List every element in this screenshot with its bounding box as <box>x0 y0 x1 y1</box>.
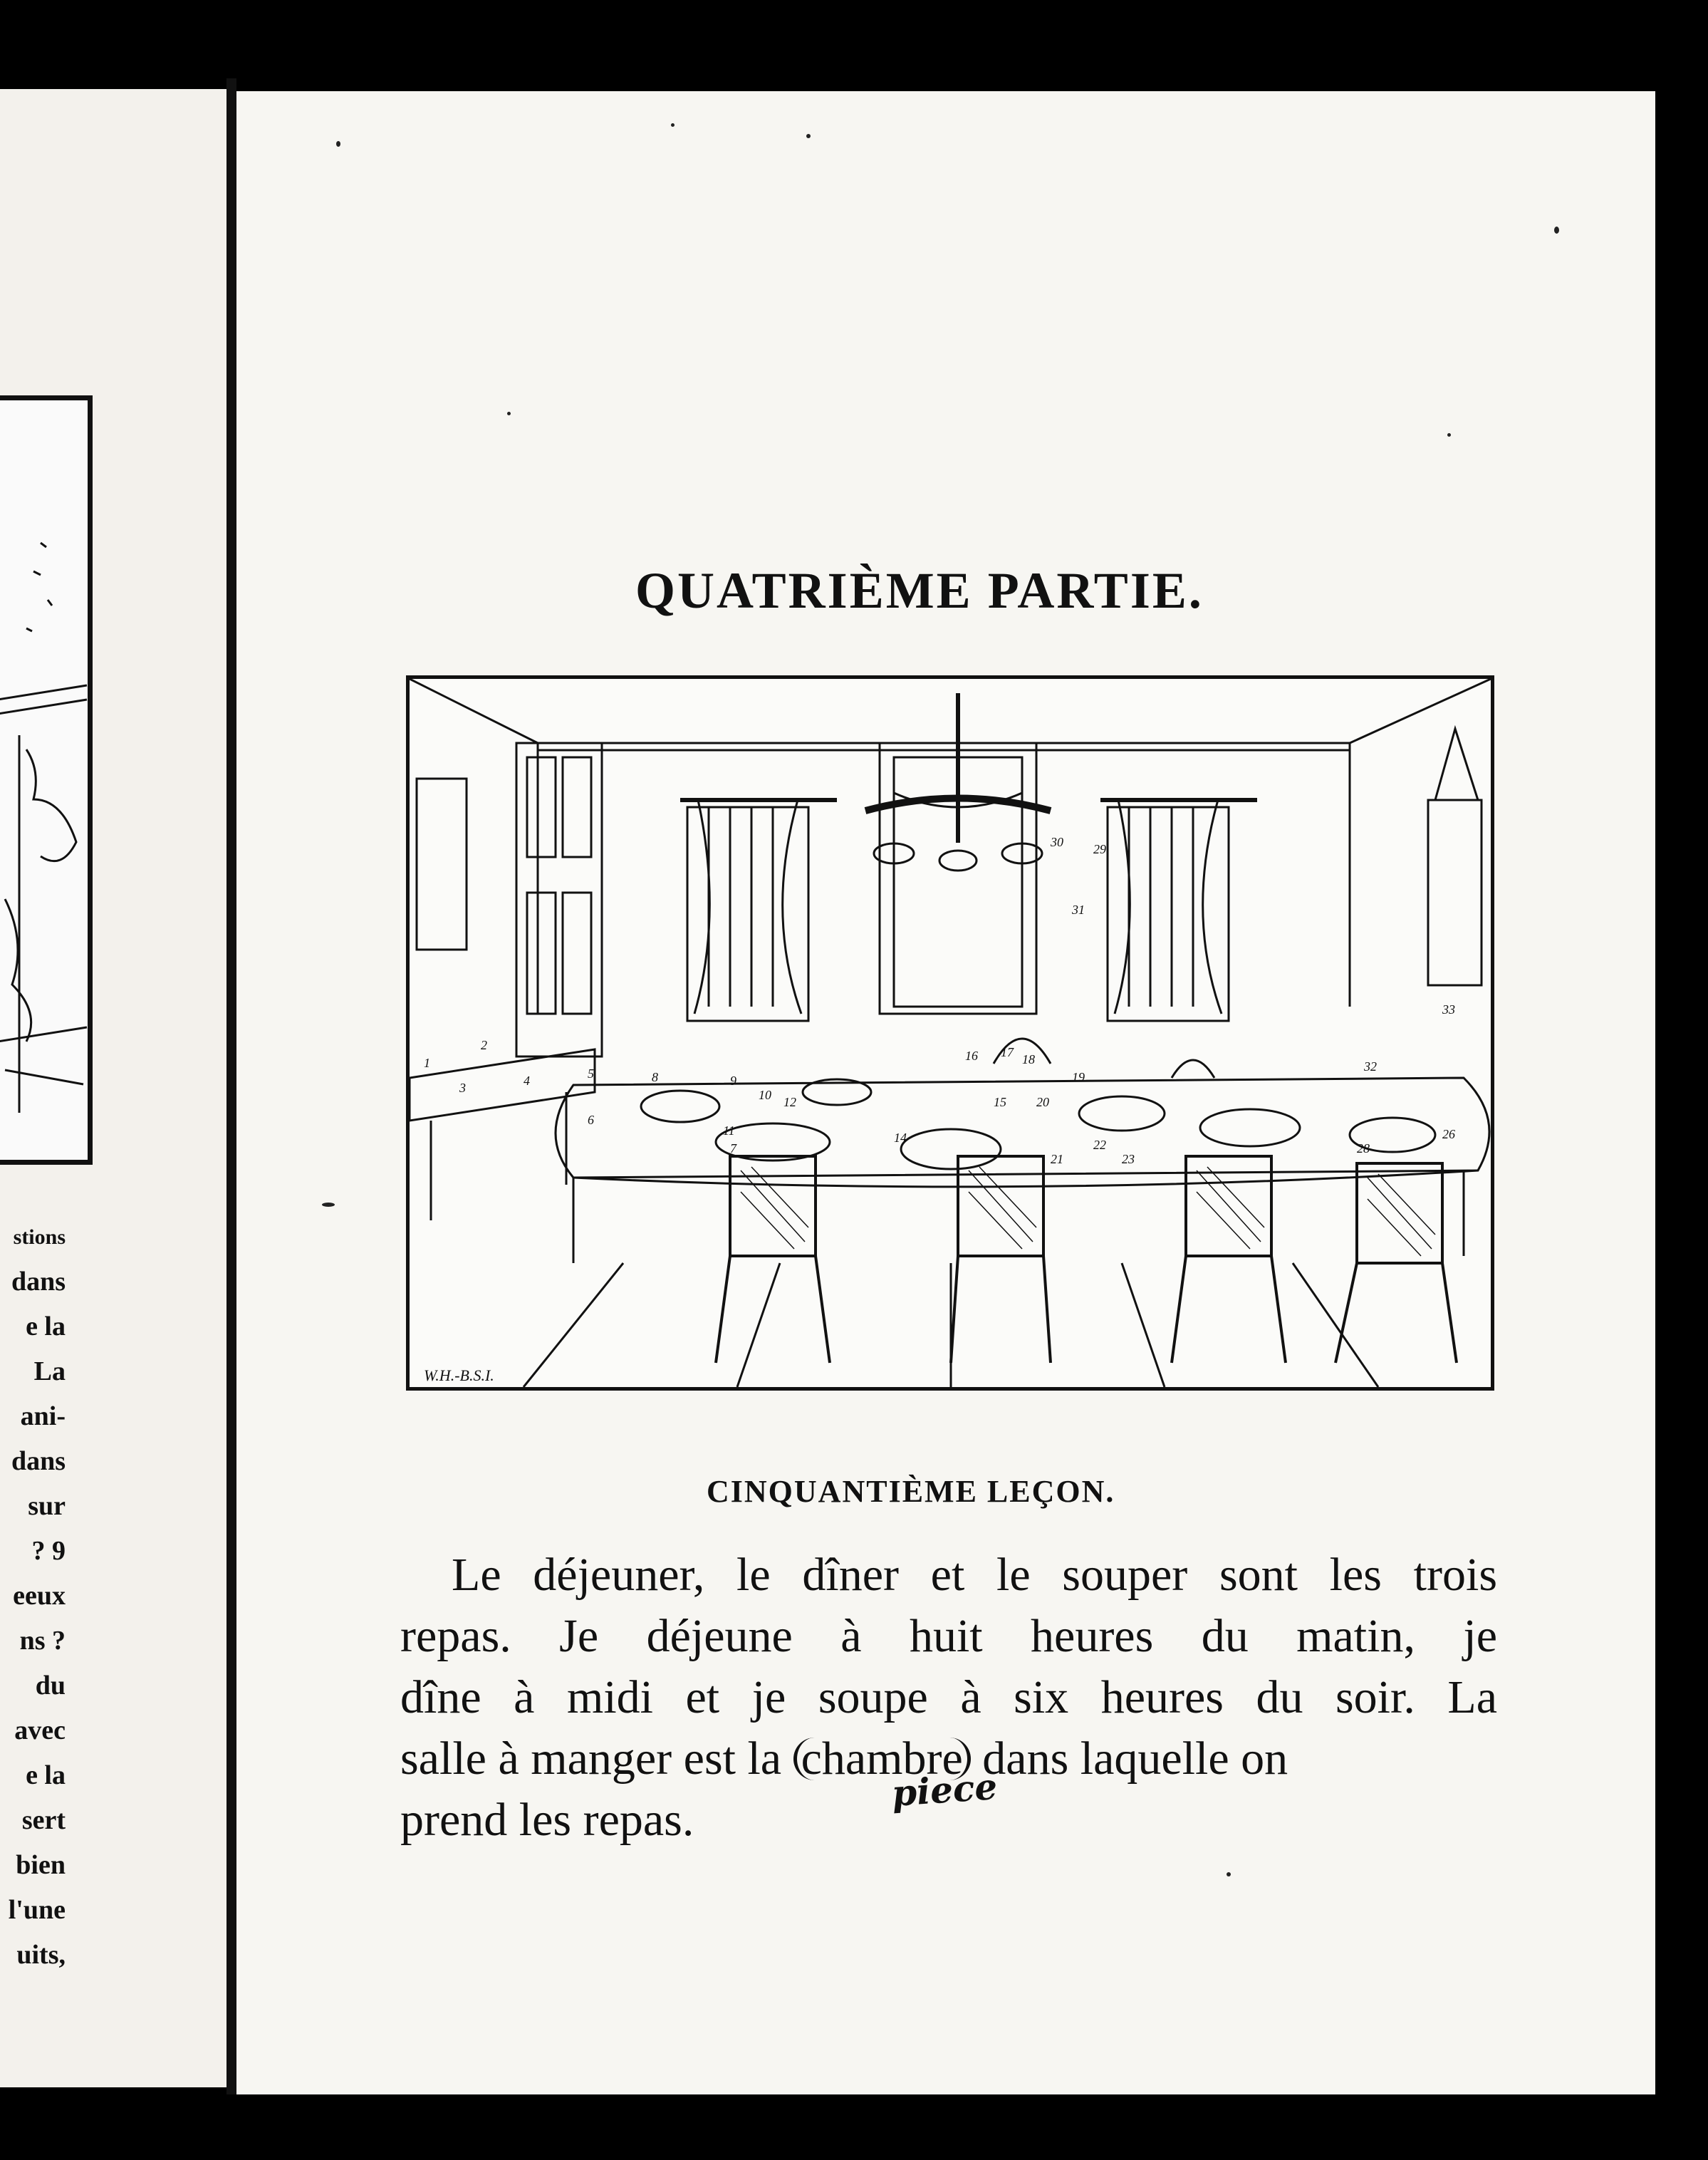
left-page-fragment <box>0 89 226 2087</box>
handwritten-correction: piece <box>890 1765 999 1815</box>
illustration-signature: W.H.-B.S.I. <box>424 1366 494 1384</box>
illustration-number: 7 <box>730 1141 736 1156</box>
paper-speck <box>1447 433 1451 437</box>
illustration-number: 2 <box>481 1038 487 1052</box>
body-line-segment: salle à manger est la <box>400 1733 782 1785</box>
left-fragment: e la <box>26 1760 66 1790</box>
body-line: repas. Je déjeune à huit heures du matin, je <box>400 1610 1497 1662</box>
illustration-number: 10 <box>759 1088 771 1102</box>
illustration-number: 6 <box>588 1113 594 1127</box>
paper-speck <box>336 141 340 147</box>
dining-room-illustration <box>406 675 1494 1391</box>
illustration-number: 31 <box>1072 903 1085 917</box>
illustration-number: 11 <box>723 1123 735 1138</box>
illustration-number: 4 <box>524 1074 530 1088</box>
paper-speck <box>671 123 675 127</box>
left-illustration-drawing <box>0 400 90 1163</box>
illustration-number: 14 <box>894 1131 907 1145</box>
illustration-number: 33 <box>1442 1002 1455 1017</box>
illustration-number: 8 <box>652 1070 658 1084</box>
right-page <box>236 91 1655 2094</box>
paper-speck <box>322 1203 335 1207</box>
dining-room-drawing <box>410 679 1491 1387</box>
paper-speck <box>806 134 811 138</box>
left-fragment: dans <box>11 1446 66 1476</box>
left-fragment: ani- <box>20 1401 66 1431</box>
illustration-number: 20 <box>1036 1095 1049 1109</box>
left-fragment: bien <box>16 1850 66 1880</box>
left-fragment: e la <box>26 1312 66 1341</box>
body-line-segment: dans laquelle on <box>982 1733 1288 1785</box>
illustration-number: 16 <box>965 1049 978 1063</box>
illustration-number: 3 <box>459 1081 466 1095</box>
illustration-number: 9 <box>730 1074 736 1088</box>
book-gutter <box>226 78 236 2094</box>
left-fragment: du <box>35 1671 66 1701</box>
left-fragment: uits, <box>16 1940 66 1970</box>
left-fragment: eeux <box>13 1581 66 1611</box>
illustration-number: 1 <box>424 1056 430 1070</box>
left-fragment: ? 9 <box>31 1536 66 1566</box>
left-page-illustration <box>0 395 93 1165</box>
illustration-number: 32 <box>1364 1059 1377 1074</box>
illustration-number: 29 <box>1093 842 1106 856</box>
body-line: dîne à midi et je soupe à six heures du soir. La <box>400 1671 1497 1723</box>
illustration-number: 12 <box>783 1095 796 1109</box>
circled-word: chambre <box>793 1738 971 1780</box>
illustration-number: 19 <box>1072 1070 1085 1084</box>
illustration-number: 15 <box>994 1095 1006 1109</box>
illustration-number: 5 <box>588 1066 594 1081</box>
illustration-number: 23 <box>1122 1152 1135 1166</box>
paper-speck <box>1554 227 1559 234</box>
illustration-number: 21 <box>1051 1152 1063 1166</box>
left-fragment: stions <box>13 1225 66 1249</box>
left-fragment: avec <box>14 1715 66 1745</box>
page-heading: QUATRIÈME PARTIE. <box>635 562 1204 619</box>
left-page-text-fragments <box>0 1215 66 1978</box>
body-line: prend les repas. <box>400 1794 694 1846</box>
left-fragment: dans <box>11 1267 66 1297</box>
illustration-number: 26 <box>1442 1127 1455 1141</box>
paper-speck <box>1227 1872 1231 1876</box>
left-fragment: l'une <box>8 1895 66 1925</box>
left-fragment: ns ? <box>19 1626 66 1656</box>
left-fragment: sert <box>21 1805 66 1835</box>
lesson-title: CINQUANTIÈME LEÇON. <box>707 1474 1115 1509</box>
left-fragment: sur <box>28 1491 66 1521</box>
paper-speck <box>507 412 511 415</box>
illustration-number: 22 <box>1093 1138 1106 1152</box>
left-fragment: La <box>33 1356 66 1386</box>
illustration-number: 30 <box>1051 835 1063 849</box>
illustration-number: 17 <box>1001 1045 1014 1059</box>
illustration-number: 18 <box>1022 1052 1035 1066</box>
illustration-number: 28 <box>1357 1141 1370 1156</box>
body-line: Le déjeuner, le dîner et le souper sont les trois <box>452 1549 1497 1601</box>
